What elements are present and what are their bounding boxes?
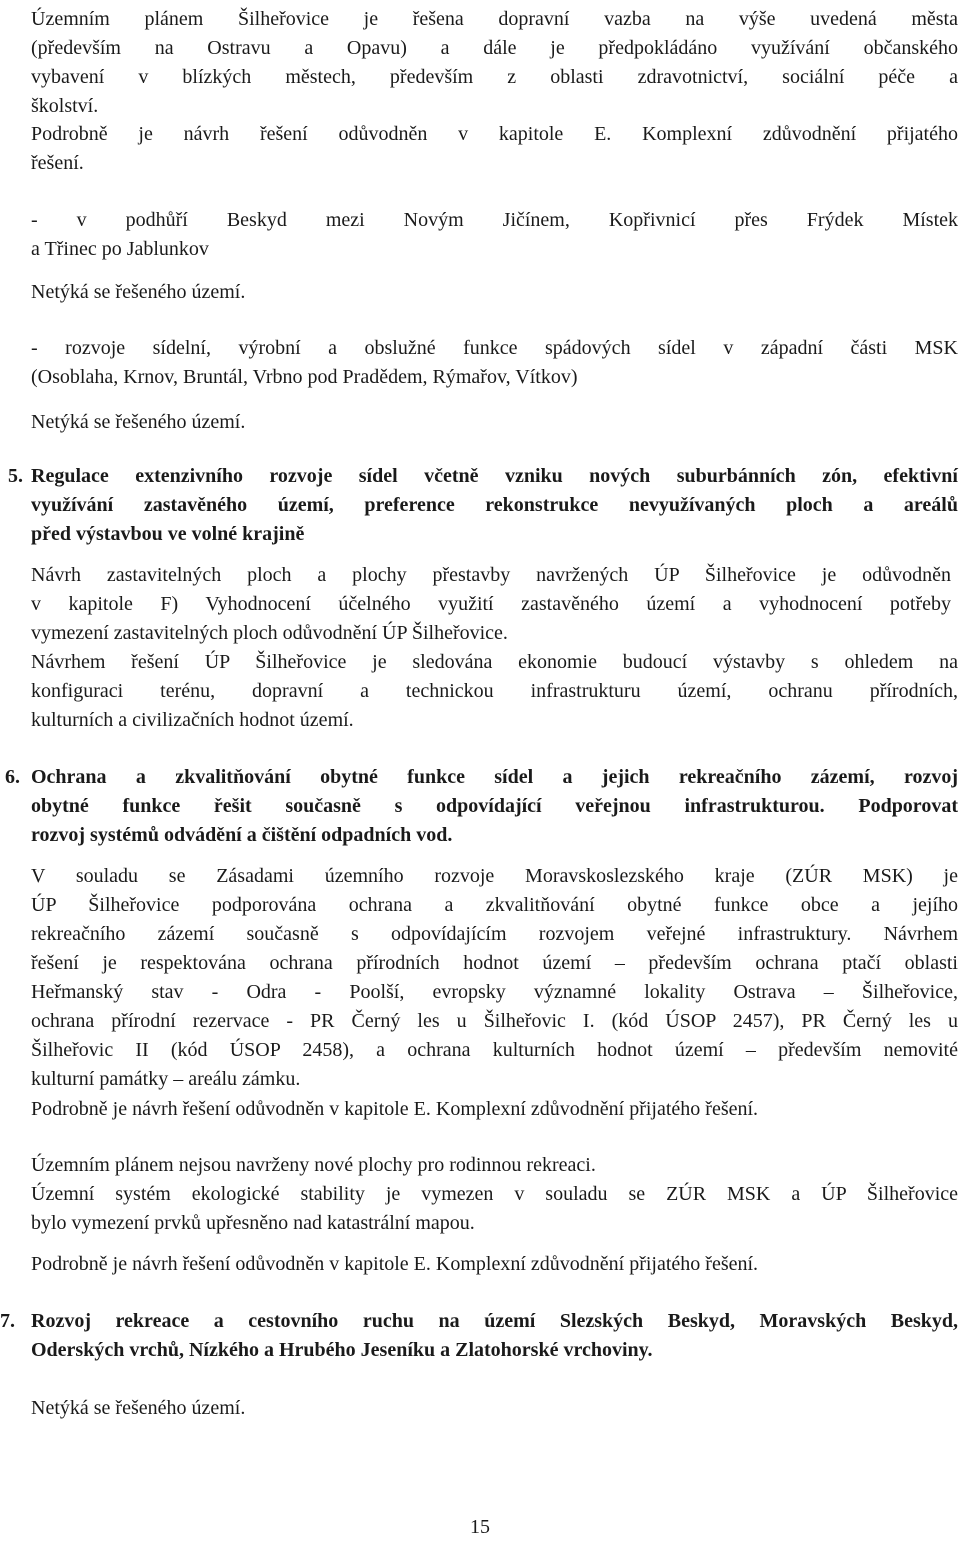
heading-5-continued bbox=[31, 491, 958, 549]
bullet-beskyd bbox=[31, 206, 958, 264]
text-line: Územním plánem Šilheřovice je řešena dopravní vazba na výše uvedená města bbox=[31, 8, 958, 30]
text-line: vymezení zastavitelných ploch odůvodnění ÚP Šilheřovice. bbox=[31, 622, 508, 644]
text-line: ochrana přírodní rezervace - PR Černý les u Šilheřovic I. (kód ÚSOP 2457), PR Černý les u bbox=[31, 1010, 958, 1032]
not-applicable-note bbox=[31, 408, 958, 437]
heading-text: Regulace extenzivního rozvoje sídel včetně vzniku nových suburbánních zón, efektivní bbox=[31, 465, 958, 487]
not-applicable-note bbox=[31, 278, 958, 307]
text-line: (Osoblaha, Krnov, Bruntál, Vrbno pod Pradědem, Rýmařov, Vítkov) bbox=[31, 366, 578, 388]
paragraph-5a bbox=[31, 561, 951, 648]
heading-line bbox=[8, 462, 958, 491]
text-line: Netýká se řešeného území. bbox=[31, 281, 246, 303]
heading-7 bbox=[0, 1307, 958, 1336]
text-line: Netýká se řešeného území. bbox=[31, 1397, 246, 1419]
heading-5 bbox=[8, 462, 958, 491]
text-line: Návrhem řešení ÚP Šilheřovice je sledována ekonomie budoucí výstavby s ohledem na bbox=[31, 651, 958, 673]
text-line: ÚP Šilheřovice podporována ochrana a zkvalitňování obytné funkce obce a jejího bbox=[31, 894, 958, 916]
not-applicable-note bbox=[31, 1394, 958, 1423]
text-line: - rozvoje sídelní, výrobní a obslužné funkce spádových sídel v západní části MSK bbox=[31, 337, 958, 359]
text-line: v kapitole F) Vyhodnocení účelného využití zastavěného území a vyhodnocení potřeby bbox=[31, 593, 951, 615]
heading-line bbox=[5, 763, 958, 792]
text-line: Podrobně je návrh řešení odůvodněn v kapitole E. Komplexní zdůvodnění přijatého bbox=[31, 123, 958, 145]
text-line: Podrobně je návrh řešení odůvodněn v kapitole E. Komplexní zdůvodnění přijatého řešení. bbox=[31, 1253, 759, 1275]
text-line: kulturní památky – areálu zámku. bbox=[31, 1068, 301, 1090]
paragraph-5b bbox=[31, 648, 958, 735]
heading-6 bbox=[5, 763, 958, 792]
text-line: vybavení v blízkých městech, především z oblasti zdravotnictví, sociální péče a bbox=[31, 66, 958, 88]
text-line: Územním plánem nejsou navrženy nové plochy pro rodinnou rekreaci. bbox=[31, 1154, 596, 1176]
heading-text: Rozvoj rekreace a cestovního ruchu na území Slezských Beskyd, Moravských Beskyd, bbox=[31, 1310, 958, 1332]
heading-line: rozvoj systémů odvádění a čištění odpadních vod. bbox=[31, 824, 453, 846]
text-line: Návrh zastavitelných ploch a plochy přestavby navržených ÚP Šilheřovice je odůvodněn bbox=[31, 564, 951, 586]
text-line: Heřmanský stav - Odra - Poolší, evropsky významné lokality Ostrava – Šilheřovice, bbox=[31, 981, 958, 1003]
paragraph-reference bbox=[31, 1095, 958, 1124]
paragraph-intro bbox=[31, 5, 958, 121]
heading-7-continued bbox=[31, 1336, 958, 1365]
text-line: - v podhůří Beskyd mezi Novým Jičínem, Kopřivnicí přes Frýdek Místek bbox=[31, 209, 958, 231]
heading-6-continued bbox=[31, 792, 958, 850]
text-line: Šilheřovic II (kód ÚSOP 2458), a ochrana kulturních hodnot území – především nemovité bbox=[31, 1039, 958, 1061]
text-line: Územní systém ekologické stability je vymezen v souladu se ZÚR MSK a ÚP Šilheřovice bbox=[31, 1183, 958, 1205]
heading-line: před výstavbou ve volné krajině bbox=[31, 523, 305, 545]
text-line: kulturních a civilizačních hodnot území. bbox=[31, 709, 354, 731]
text-line: školství. bbox=[31, 95, 99, 117]
text-line: (především na Ostravu a Opavu) a dále je předpokládáno využívání občanského bbox=[31, 37, 958, 59]
bullet-msk bbox=[31, 334, 958, 392]
text-line: řešení. bbox=[31, 152, 84, 174]
heading-text: Ochrana a zkvalitňování obytné funkce sídel a jejich rekreačního zázemí, rozvoj bbox=[31, 766, 958, 788]
paragraph-reference bbox=[31, 1250, 958, 1279]
paragraph-6 bbox=[31, 862, 958, 1094]
text-line: a Třinec po Jablunkov bbox=[31, 238, 209, 260]
heading-number: 6. bbox=[5, 766, 20, 788]
heading-line bbox=[0, 1307, 958, 1336]
text-line: řešení je respektována ochrana přírodních hodnot území – především ochrana ptačí oblasti bbox=[31, 952, 958, 974]
paragraph-6b bbox=[31, 1151, 958, 1238]
heading-line: obytné funkce řešit současně s odpovídající veřejnou infrastrukturou. Podporovat bbox=[31, 795, 958, 817]
text-line: konfiguraci terénu, dopravní a technickou infrastrukturu území, ochranu přírodních, bbox=[31, 680, 958, 702]
text-line: Podrobně je návrh řešení odůvodněn v kapitole E. Komplexní zdůvodnění přijatého řešení. bbox=[31, 1098, 759, 1120]
heading-line: využívání zastavěného území, preference rekonstrukce nevyužívaných ploch a areálů bbox=[31, 494, 958, 516]
text-line: Netýká se řešeného území. bbox=[31, 411, 246, 433]
heading-line: Oderských vrchů, Nízkého a Hrubého Jeseníku a Zlatohorské vrchoviny. bbox=[31, 1339, 653, 1361]
heading-number: 5. bbox=[8, 465, 23, 487]
page-number: 15 bbox=[470, 1516, 490, 1538]
text-line: rekreačního zázemí současně s odpovídajícím rozvojem veřejné infrastruktury. Návrhem bbox=[31, 923, 958, 945]
text-line: bylo vymezení prvků upřesněno nad katastrální mapou. bbox=[31, 1212, 475, 1234]
text-line: V souladu se Zásadami územního rozvoje Moravskoslezského kraje (ZÚR MSK) je bbox=[31, 865, 958, 887]
heading-number: 7. bbox=[0, 1310, 15, 1332]
paragraph-reference bbox=[31, 120, 958, 178]
